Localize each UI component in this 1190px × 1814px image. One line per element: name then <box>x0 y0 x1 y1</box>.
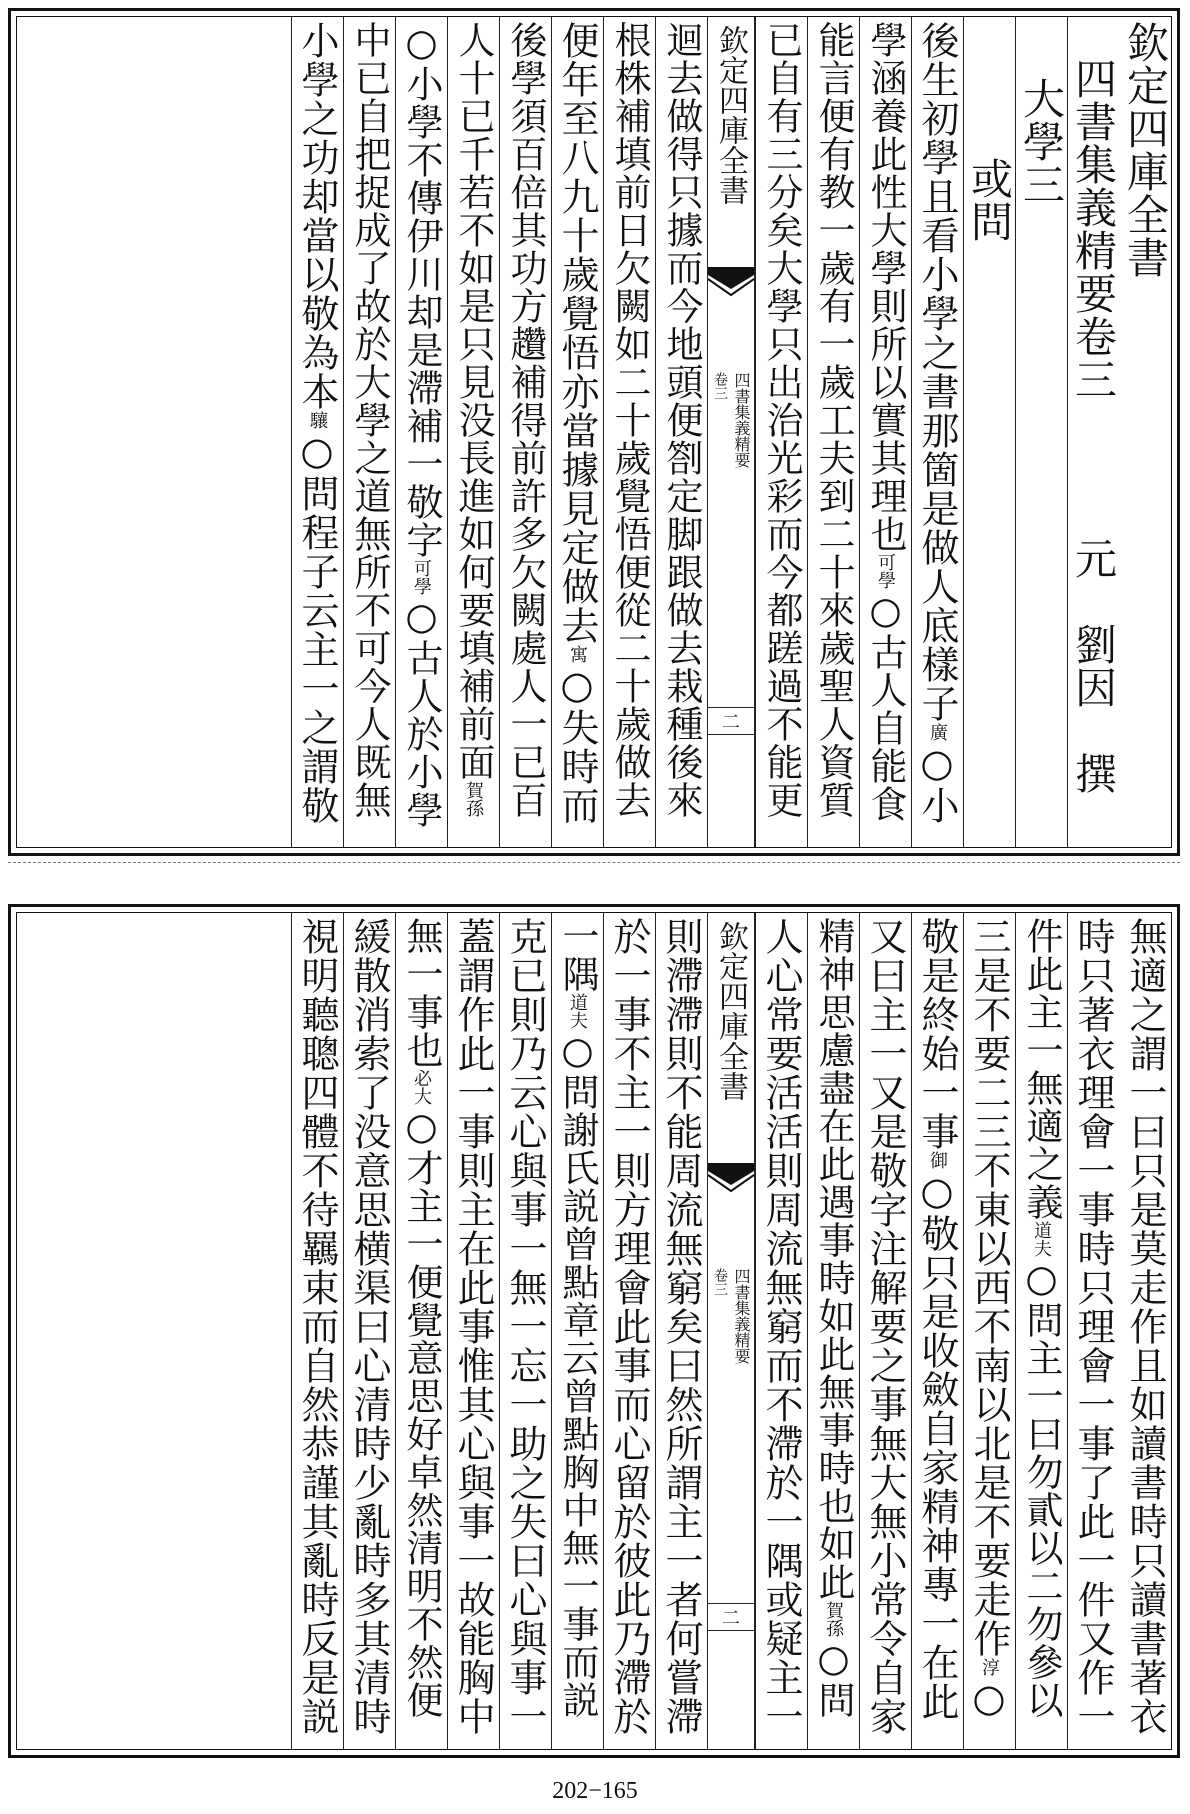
column-text: 能言便有教一歲有一歲工夫到二十來歲聖人資質 <box>812 21 855 819</box>
book-title-column <box>1067 17 1119 847</box>
section-column <box>1015 17 1067 847</box>
column-text: ○小學不傳伊川却是滯補一敬字 <box>400 21 443 559</box>
column-text: 學涵養此性大學則所以實其理也 <box>864 21 907 553</box>
edition-header-column <box>1119 17 1171 847</box>
text-column <box>859 913 911 1749</box>
text-column <box>291 913 343 1749</box>
text-column <box>1067 913 1119 1749</box>
fold-page-number: 二 <box>708 1603 754 1631</box>
column-text: 小學之功却當以敬為本 <box>295 21 339 411</box>
column-text: 中已自把捉成了故於大學之道無所不可今人既無 <box>348 21 391 819</box>
column-tail: ○才主一便覺意思好卓然清明不然便 <box>400 1105 443 1719</box>
text-column <box>395 913 447 1749</box>
annotation-note: 御 <box>927 1151 948 1169</box>
text-column <box>755 913 807 1749</box>
top-page <box>8 8 1180 856</box>
column-tail: ○小 <box>915 741 959 825</box>
fold-edition: 欽定四庫全書 <box>713 25 748 205</box>
annotation-note: 賀孫 <box>823 1601 844 1637</box>
column-text: 敬是終始一事 <box>915 917 959 1151</box>
column-text: 緩散消索了没意思横渠曰心清時少亂時多其清時 <box>347 917 391 1736</box>
text-column <box>395 17 447 847</box>
fold-page-number: 二 <box>708 707 754 735</box>
column-tail: ○問謝氏説曾點章云曾點胸中無一事而説 <box>556 1029 599 1719</box>
text-column <box>859 17 911 847</box>
text-column <box>447 17 499 847</box>
section-title: 大學三 <box>1017 77 1066 206</box>
column-text: 後生初學且看小學之書那箇是做人底樣子 <box>915 21 959 723</box>
annotation-note: 道夫 <box>1031 1221 1052 1257</box>
column-text: 一隅 <box>556 917 599 993</box>
fish-tail-mark-icon <box>708 1163 754 1193</box>
text-column <box>1015 913 1067 1749</box>
column-tail: ○失時而 <box>555 663 599 825</box>
column-text: 便年至八九十歲覺悟亦當據見定做去 <box>555 21 599 645</box>
column-text: 則滯滯則不能周流無窮矣曰然所謂主一者何嘗滯 <box>659 917 703 1736</box>
column-tail: ○古人自能食 <box>864 589 907 823</box>
text-column <box>911 17 963 847</box>
text-column <box>755 17 807 847</box>
text-column <box>911 913 963 1749</box>
column-tail: ○ <box>967 1676 1011 1721</box>
annotation-note: 可學 <box>875 553 896 589</box>
subsection-column <box>963 17 1015 847</box>
column-text: 迴去做得只據而今地頭便劄定脚跟做去栽種後來 <box>660 21 703 819</box>
text-column <box>807 913 859 1749</box>
column-text: 時只著衣理會一事時只理會一事了此一件又作一 <box>1071 917 1115 1736</box>
column-text: 件此主一無適之義 <box>1020 917 1063 1221</box>
text-column <box>807 17 859 847</box>
column-tail: ○古人於小學 <box>400 595 443 829</box>
text-column <box>655 913 707 1749</box>
column-text: 又曰主一又是敬字注解要之事無大無小常令自家 <box>863 917 907 1736</box>
center-fold <box>707 17 755 847</box>
column-tail: ○問程子云主一之謂敬 <box>295 429 339 825</box>
column-text: 無一事也 <box>400 917 443 1069</box>
column-text: 已自有三分矣大學只出治光彩而今都蹉過不能更 <box>760 21 803 819</box>
text-column <box>551 913 603 1749</box>
text-column <box>963 913 1015 1749</box>
column-text: 克已則乃云心與事一無一忘一助之失曰心與事一 <box>503 917 547 1736</box>
annotation-note: 賀孫 <box>463 781 484 817</box>
text-column <box>499 17 551 847</box>
text-column <box>551 17 603 847</box>
annotation-note: 寓 <box>567 645 588 663</box>
text-column <box>343 17 395 847</box>
annotation-note: 淳 <box>979 1658 1000 1676</box>
text-column <box>655 17 707 847</box>
fold-volume: 卷三 <box>712 1268 728 1296</box>
annotation-note: 廣 <box>927 723 948 741</box>
text-column <box>499 913 551 1749</box>
page-separator <box>8 862 1180 865</box>
book-title: 四書集義精要卷三 <box>1069 57 1118 401</box>
top-page-frame <box>16 16 1172 848</box>
fold-book-title: 四書集義精要 <box>732 1268 751 1364</box>
center-fold <box>707 913 755 1749</box>
annotation-note: 道夫 <box>567 993 588 1029</box>
bottom-page <box>8 904 1180 1758</box>
subsection-title: 或問 <box>965 157 1014 243</box>
column-text: 於一事不主一則方理會此事而心留於彼此乃滯於 <box>607 917 651 1736</box>
column-text: 根株補填前日欠闕如二十歲覺悟便從二十歲做去 <box>608 21 651 819</box>
fish-tail-mark-icon <box>708 267 754 297</box>
column-tail: ○問主一曰勿貳以二勿參以 <box>1020 1257 1063 1719</box>
column-text: 精神思慮盡在此遇事時如此無事時也如此 <box>812 917 855 1601</box>
annotation-note: 驤 <box>307 411 328 429</box>
fold-book-title: 四書集義精要 <box>732 372 751 468</box>
column-text: 後學須百倍其功方趲補得前許多欠闕處人一已百 <box>504 21 547 819</box>
annotation-note: 必大 <box>411 1069 432 1105</box>
column-tail: ○敬只是收斂自家精神專一在此 <box>915 1169 959 1721</box>
text-column <box>343 913 395 1749</box>
column-text: 人心常要活活則周流無窮而不滯於一隅或疑主一 <box>759 917 803 1736</box>
fold-volume: 卷三 <box>712 372 728 400</box>
text-column <box>447 913 499 1749</box>
column-text: 人十已千若不如是只見没長進如何要填補前面 <box>452 21 495 781</box>
annotation-note: 可學 <box>411 559 432 595</box>
author-line: 元 劉因 撰 <box>1069 537 1118 795</box>
bottom-page-frame <box>16 912 1172 1750</box>
text-column <box>1119 913 1171 1749</box>
column-text: 無適之謂一曰只是莫走作且如讀書時只讀書著衣 <box>1123 917 1167 1736</box>
fold-edition: 欽定四庫全書 <box>713 921 748 1101</box>
text-column <box>603 17 655 847</box>
column-text: 三是不要二三不東以西不南以北是不要走作 <box>967 917 1011 1658</box>
edition-header: 欽定四庫全書 <box>1121 21 1170 279</box>
text-column <box>603 913 655 1749</box>
column-tail: ○問 <box>812 1637 855 1719</box>
column-text: 蓋謂作此一事則主在此事惟其心與事一故能胸中 <box>451 917 495 1736</box>
page-footer-number: 202−165 <box>552 1778 638 1804</box>
column-text: 視明聽聰四體不待羈束而自然恭謹其亂時反是説 <box>295 917 339 1736</box>
text-column <box>291 17 343 847</box>
